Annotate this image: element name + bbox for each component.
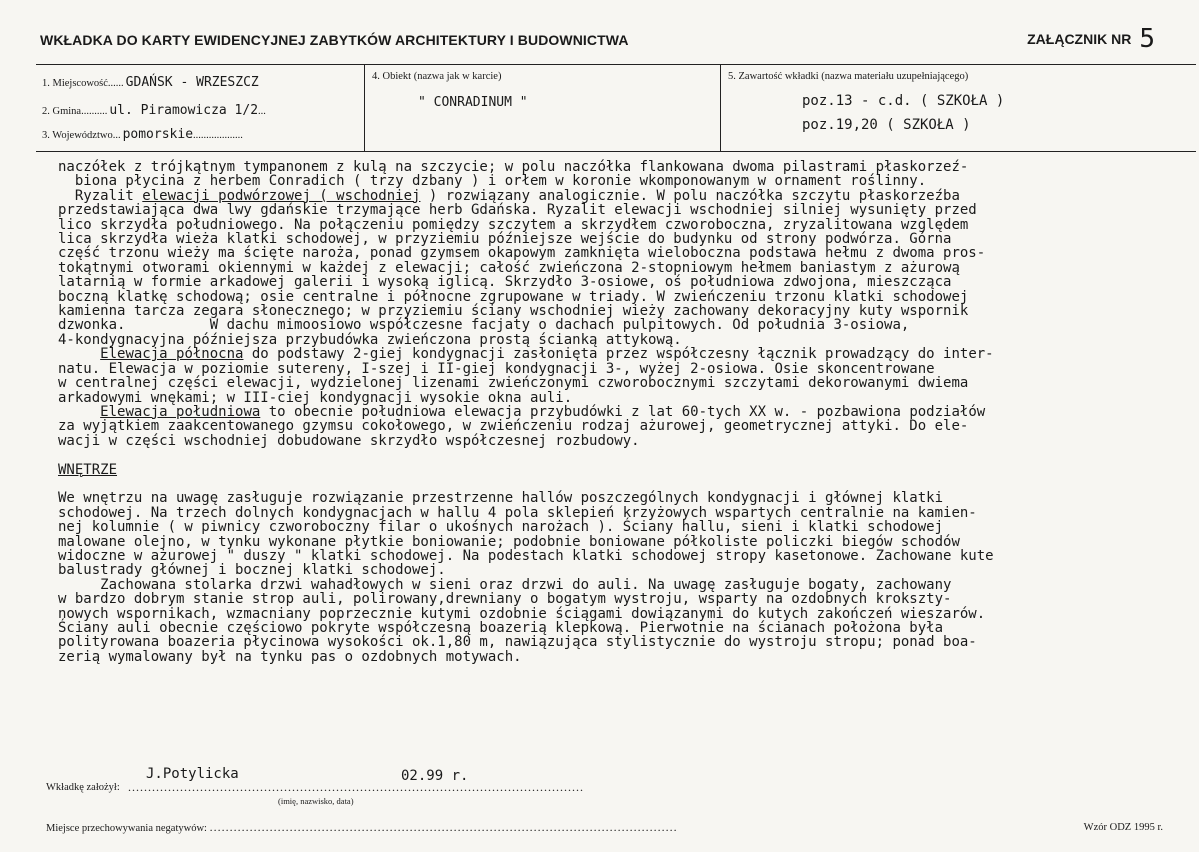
negatives-label: Miejsce przechowywania negatywów: [46,823,207,834]
voivodeship-field: 3. Województwo... pomorskie................... [42,127,243,142]
text-line: naczółek z trójkątnym tympanonem z kulą na szczycie; w polu naczółka flankowana dwoma pilastrami płaskorzeź- [58,159,969,175]
text-line: kamienna tarcza zegara słonecznego; w przyziemiu ściany wschodniej wieży zachowany dekoracyjny kuty wspornik [58,303,969,320]
text-line: za wyjątkiem zaakcentowanego gzymsu cokołowego, w zwieńczeniu rodzaj ażurowej, geometrycznej attyki. Do ele- [58,418,969,435]
text-line: dzwonka. W dachu mimoosiowo współczesne facjaty o dachach pulpitowych. Od południa 3-osiowa, [58,317,910,334]
text-line: w centralnej części elewacji, wydzielonej lizenami zwieńczonymi czworobocznymi szczytami dekorowanymi dwiema [58,375,969,392]
text-line: przedstawiająca dwa lwy gdańskie trzymające herb Gdańska. Ryzalit elewacji wschodniej silniej wysunięty przed [58,202,977,219]
text-line: malowane olejno, w tynku wykonane płytkie boniowanie; podobnie boniowane półkoliste policzki biegów schodów [58,533,960,550]
text-line: boczną klatkę schodową; osie centralne i północne zgrupowane w triady. W zwieńczeniu trzonu klatki schodowej [58,288,969,305]
text-line: w bardzo dobrym stanie strop auli, polirowany,drewniany o bogatym wystroju, wsparty na ozdobnych krokszty- [58,591,952,608]
author-hint: (imię, nazwisko, data) [278,796,354,806]
content-line-1: poz.13 - c.d. ( SZKOŁA ) [802,93,1005,109]
text-line: Ryzalit elewacji podwórzowej ( wschodniej ) rozwiązany analogicznie. W polu naczółka szczytu płaskorzeźba [58,187,960,204]
text-line: nej kolumnie ( w piwnicy czworoboczny filar o ukośnych narożach ). Ściany hallu, sieni i klatki schodowej [58,519,944,536]
underlined-heading: WNĘTRZE [58,461,118,478]
text-line [58,477,1158,491]
annex-label: ZAŁĄCZNIK NR [1027,31,1132,47]
object-column [364,65,721,151]
negatives-dots: ..................................................................................................................... [209,820,678,834]
annex-number-value: 5 [1139,24,1155,54]
text-line: Elewacja południowa to obecnie południowa elewacja przybudówki z lat 60-tych XX w. - pozbawiona podziałów [100,403,986,420]
text-line: We wnętrzu na uwagę zasługuje rozwiązanie przestrzenne hallów poszczególnych kondygnacji i głównej klatki [58,490,944,507]
author-dots: .................................................................................................................. [128,780,584,794]
text-line: część trzonu wieży ma ścięte naroża, ponad gzymsem okapowym zamknięta wieloboczna podstawa hełmu z dwoma pros- [58,245,986,262]
text-line: tokątnymi otworami okiennymi w każdej z elewacji; całość zwieńczona 2-stopniowym hełmem baniastym z ażurową [58,259,960,276]
text-line: schodowej. Na trzech dolnych kondygnacjach w hallu 4 pola sklepień krzyżowych wspartych centralnie na kamien- [58,504,977,521]
author-name: J.Potylicka [146,766,239,782]
author-label: Wkładkę założył: [46,782,120,793]
author-date: 02.99 r. [401,768,469,784]
text-line: lico skrzydła południowego. Na połączeniu pomiędzy szczytem a skrzydłem czworoboczna, zryzalitowana względem [58,216,969,233]
text-line: Ściany auli obecnie częściowo pokryte współczesną boazerią klepkową. Pierwotnie na ścianach położona była [58,620,944,636]
underlined-heading: Elewacja południowa [100,403,261,420]
content-line-2: poz.19,20 ( SZKOŁA ) [802,117,971,133]
voivodeship-label: 3. Województwo [42,130,113,141]
location-column [36,65,365,151]
text-line: 4-kondygnacyjna późniejsza przybudówka zwieńczona prostą ścianką attykową. [58,331,682,348]
text-line: polityrowana boazeria płycinowa wysokości ok.1,80 m, nawiązująca stylistycznie do wystroju stropu; ponad boa- [58,634,977,651]
text-line: Zachowana stolarka drzwi wahadłowych w sieni oraz drzwi do auli. Na uwagę zasługuje bogaty, zachowany [58,576,952,593]
annex-number [1027,24,1155,54]
locality-field: 1. Miejscowość...... GDAŃSK - WRZESZCZ [42,75,259,90]
text-line: latarnią w formie arkadowej galerii i wysoką iglicą. Skrzydło 3-osiowe, oś południowa zdwojona, mieszcząca [58,274,952,291]
content-column [720,65,1196,151]
locality-label: 1. Miejscowość [42,78,108,89]
text-line [58,463,1158,477]
object-value: " CONRADINUM " [418,95,528,110]
text-line: nowych wspornikach, wzmacniany poprzecznie kutymi ozdobnie ściągami dowiązanymi do kutych zakończeń wieszarów. [58,605,986,622]
underlined-heading: Elewacja północna [100,346,244,363]
commune-value: ul. Piramowicza 1/2 [109,103,259,118]
voivodeship-value: pomorskie [122,127,194,142]
text-line: Elewacja północna do podstawy 2-giej kondygnacji zasłonięta przez współczesny łącznik prowadzący do inter- [100,346,994,363]
text-line: natu. Elewacja w poziomie sutereny, I-szej i II-giej kondygnacji 3-, wyżej 2-osiowa. Osie skoncentrowane [58,360,935,377]
negatives-field [46,820,678,835]
header-fields-box [36,64,1196,152]
text-line: lica skrzydła wieża klatki schodowej, w przyziemiu późniejsze wejście do budynku od strony podwórza. Górna [58,231,952,248]
document-title: WKŁADKA DO KARTY EWIDENCYJNEJ ZABYTKÓW ARCHITEKTURY I BUDOWNICTWA [40,32,629,48]
text-line: zerią wymalowany był na tynku pas o ozdobnych motywach. [58,648,522,665]
object-label: 4. Obiekt (nazwa jak w karcie) [372,71,502,82]
text-line: balustrady głównej i bocznej klatki schodowej. [58,562,446,579]
text-line: arkadowymi wnękami; w III-ciej kondygnacji wysokie okna auli. [58,389,573,406]
locality-value: GDAŃSK - WRZESZCZ [125,75,259,90]
text-line: wacji w części wschodniej dobudowane skrzydło współczesnej rozbudowy. [58,432,640,449]
text-line: biona płycina z herbem Conradich ( trzy dzbany ) i orłem w koronie wkomponowanym w ornament roślinny. [58,173,927,190]
text-line: widoczne w ażurowej " duszy " klatki schodowej. Na podestach klatki schodowej stropy kasetonowe. Zachowane kute [58,547,994,564]
commune-label: 2. Gmina [42,106,82,117]
text-line [58,448,1158,462]
content-label: 5. Zawartość wkładki (nazwa materiału uzupełniającego) [728,71,969,82]
commune-field: 2. Gmina.......... ul. Piramowicza 1/2... [42,103,266,118]
underlined-heading: elewacji podwórzowej ( wschodniej [142,187,421,204]
author-field [46,766,746,806]
form-code: Wzór ODZ 1995 r. [1083,822,1163,833]
description-text [58,160,1158,664]
